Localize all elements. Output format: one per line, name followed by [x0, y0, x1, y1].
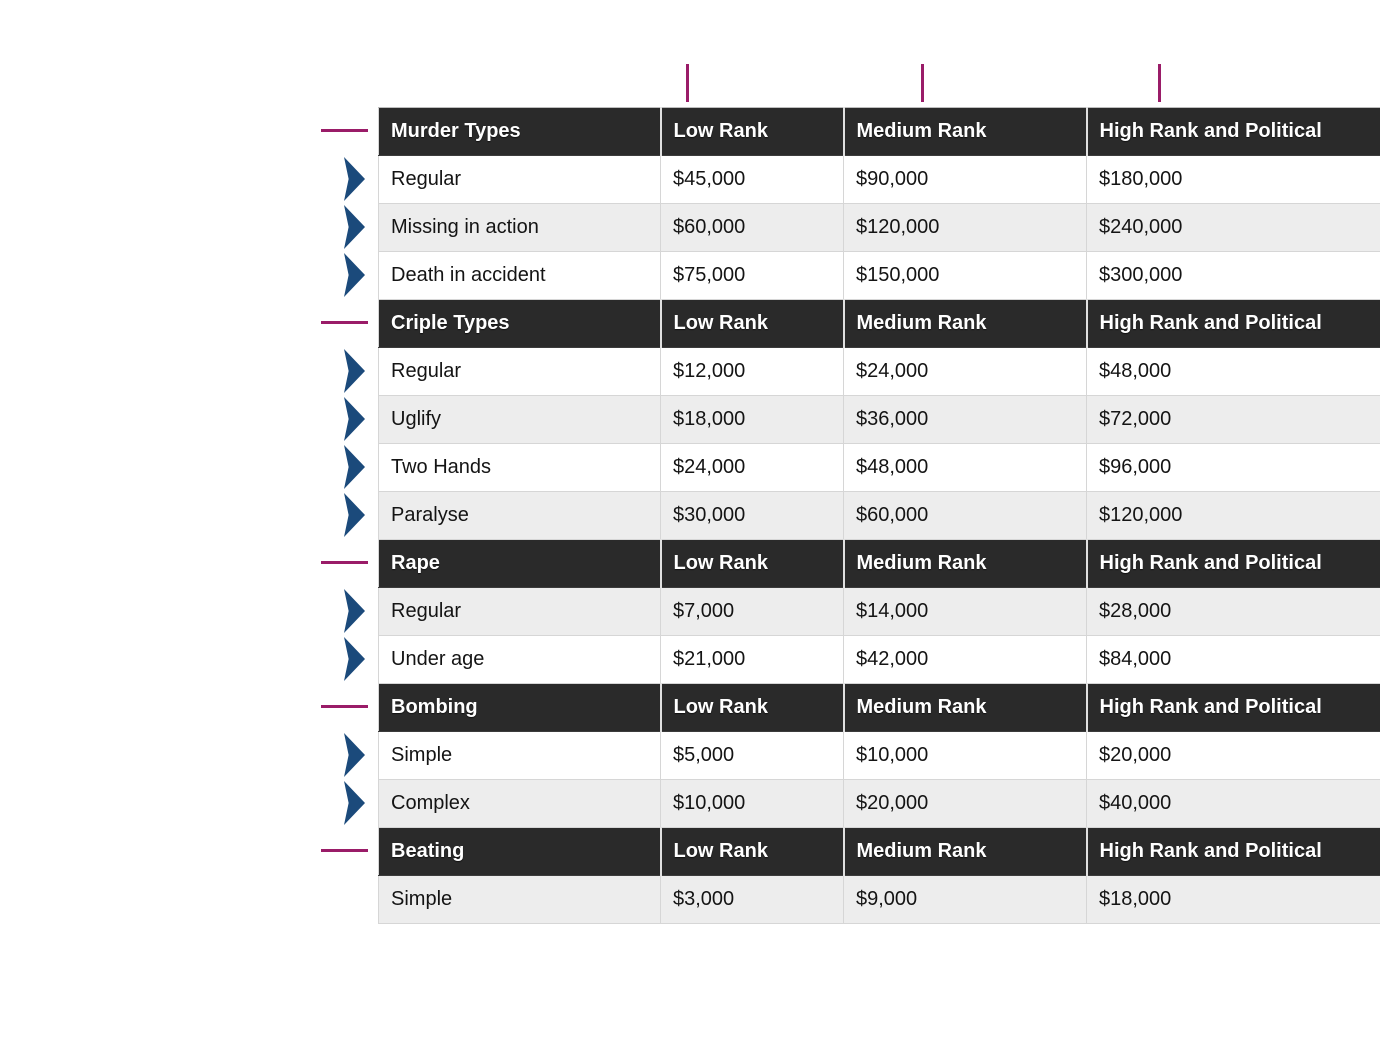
row-arrow-icon [344, 637, 365, 681]
row-arrow-icon [344, 589, 365, 633]
table-row [379, 348, 1380, 396]
price-cell: $48,000 [1087, 348, 1380, 396]
price-table [378, 107, 1380, 924]
table-row [379, 588, 1380, 636]
section-pointer-dash-icon [321, 561, 368, 564]
price-cell: $42,000 [844, 636, 1087, 684]
price-cell: $150,000 [844, 252, 1087, 300]
section-header-row [379, 108, 1380, 156]
column-header-low-rank: Low Rank [661, 108, 844, 156]
row-label-cell: Complex [379, 780, 661, 828]
table-row [379, 732, 1380, 780]
table-row [379, 636, 1380, 684]
price-cell: $14,000 [844, 588, 1087, 636]
column-header-high-rank: High Rank and Political [1087, 684, 1380, 732]
table-row [379, 204, 1380, 252]
column-header-low-rank: Low Rank [661, 540, 844, 588]
section-header-row [379, 540, 1380, 588]
section-title-cell: Criple Types [379, 300, 661, 348]
price-cell: $96,000 [1087, 444, 1380, 492]
section-header-row [379, 684, 1380, 732]
price-cell: $18,000 [661, 396, 844, 444]
section-header-row [379, 828, 1380, 876]
row-label-cell: Regular [379, 348, 661, 396]
price-cell: $3,000 [661, 876, 844, 924]
row-arrow-icon [344, 781, 365, 825]
row-label-cell: Uglify [379, 396, 661, 444]
section-pointer-dash-icon [321, 321, 368, 324]
row-arrow-icon [344, 445, 365, 489]
table-row [379, 444, 1380, 492]
table-row [379, 156, 1380, 204]
row-label-cell: Simple [379, 876, 661, 924]
section-title-cell: Bombing [379, 684, 661, 732]
section-title-cell: Rape [379, 540, 661, 588]
row-label-cell: Under age [379, 636, 661, 684]
column-header-medium-rank: Medium Rank [844, 828, 1087, 876]
section-pointer-dash-icon [321, 705, 368, 708]
price-cell: $300,000 [1087, 252, 1380, 300]
price-cell: $10,000 [844, 732, 1087, 780]
price-cell: $18,000 [1087, 876, 1380, 924]
row-arrow-icon [344, 157, 365, 201]
row-label-cell: Missing in action [379, 204, 661, 252]
table-row [379, 252, 1380, 300]
column-tick-icon [686, 64, 689, 102]
table-row [379, 780, 1380, 828]
price-cell: $24,000 [844, 348, 1087, 396]
price-cell: $180,000 [1087, 156, 1380, 204]
row-label-cell: Regular [379, 156, 661, 204]
price-cell: $7,000 [661, 588, 844, 636]
column-header-high-rank: High Rank and Political [1087, 300, 1380, 348]
column-header-high-rank: High Rank and Political [1087, 108, 1380, 156]
price-cell: $12,000 [661, 348, 844, 396]
row-label-cell: Regular [379, 588, 661, 636]
column-header-medium-rank: Medium Rank [844, 540, 1087, 588]
price-cell: $120,000 [1087, 492, 1380, 540]
price-cell: $45,000 [661, 156, 844, 204]
price-cell: $90,000 [844, 156, 1087, 204]
price-cell: $120,000 [844, 204, 1087, 252]
section-header-row [379, 300, 1380, 348]
price-cell: $20,000 [844, 780, 1087, 828]
row-arrow-icon [344, 349, 365, 393]
price-cell: $20,000 [1087, 732, 1380, 780]
section-title-cell: Murder Types [379, 108, 661, 156]
price-cell: $28,000 [1087, 588, 1380, 636]
price-cell: $21,000 [661, 636, 844, 684]
column-header-medium-rank: Medium Rank [844, 684, 1087, 732]
row-arrow-icon [344, 205, 365, 249]
column-header-low-rank: Low Rank [661, 828, 844, 876]
price-cell: $24,000 [661, 444, 844, 492]
row-label-cell: Simple [379, 732, 661, 780]
column-tick-icon [1158, 64, 1161, 102]
row-arrow-icon [344, 253, 365, 297]
section-title-cell: Beating [379, 828, 661, 876]
price-cell: $240,000 [1087, 204, 1380, 252]
row-arrow-icon [344, 493, 365, 537]
price-cell: $30,000 [661, 492, 844, 540]
row-label-cell: Death in accident [379, 252, 661, 300]
row-arrow-icon [344, 397, 365, 441]
column-header-high-rank: High Rank and Political [1087, 828, 1380, 876]
price-cell: $60,000 [661, 204, 844, 252]
price-cell: $72,000 [1087, 396, 1380, 444]
price-cell: $36,000 [844, 396, 1087, 444]
row-label-cell: Two Hands [379, 444, 661, 492]
column-header-low-rank: Low Rank [661, 684, 844, 732]
price-cell: $10,000 [661, 780, 844, 828]
column-header-high-rank: High Rank and Political [1087, 540, 1380, 588]
table-row [379, 396, 1380, 444]
table-row [379, 492, 1380, 540]
column-header-medium-rank: Medium Rank [844, 300, 1087, 348]
section-pointer-dash-icon [321, 849, 368, 852]
price-cell: $48,000 [844, 444, 1087, 492]
price-cell: $84,000 [1087, 636, 1380, 684]
section-pointer-dash-icon [321, 129, 368, 132]
price-cell: $60,000 [844, 492, 1087, 540]
row-arrow-icon [344, 733, 365, 777]
price-cell: $9,000 [844, 876, 1087, 924]
table-row [379, 876, 1380, 924]
price-cell: $75,000 [661, 252, 844, 300]
price-cell: $5,000 [661, 732, 844, 780]
row-label-cell: Paralyse [379, 492, 661, 540]
price-cell: $40,000 [1087, 780, 1380, 828]
column-header-low-rank: Low Rank [661, 300, 844, 348]
column-header-medium-rank: Medium Rank [844, 108, 1087, 156]
column-tick-icon [921, 64, 924, 102]
